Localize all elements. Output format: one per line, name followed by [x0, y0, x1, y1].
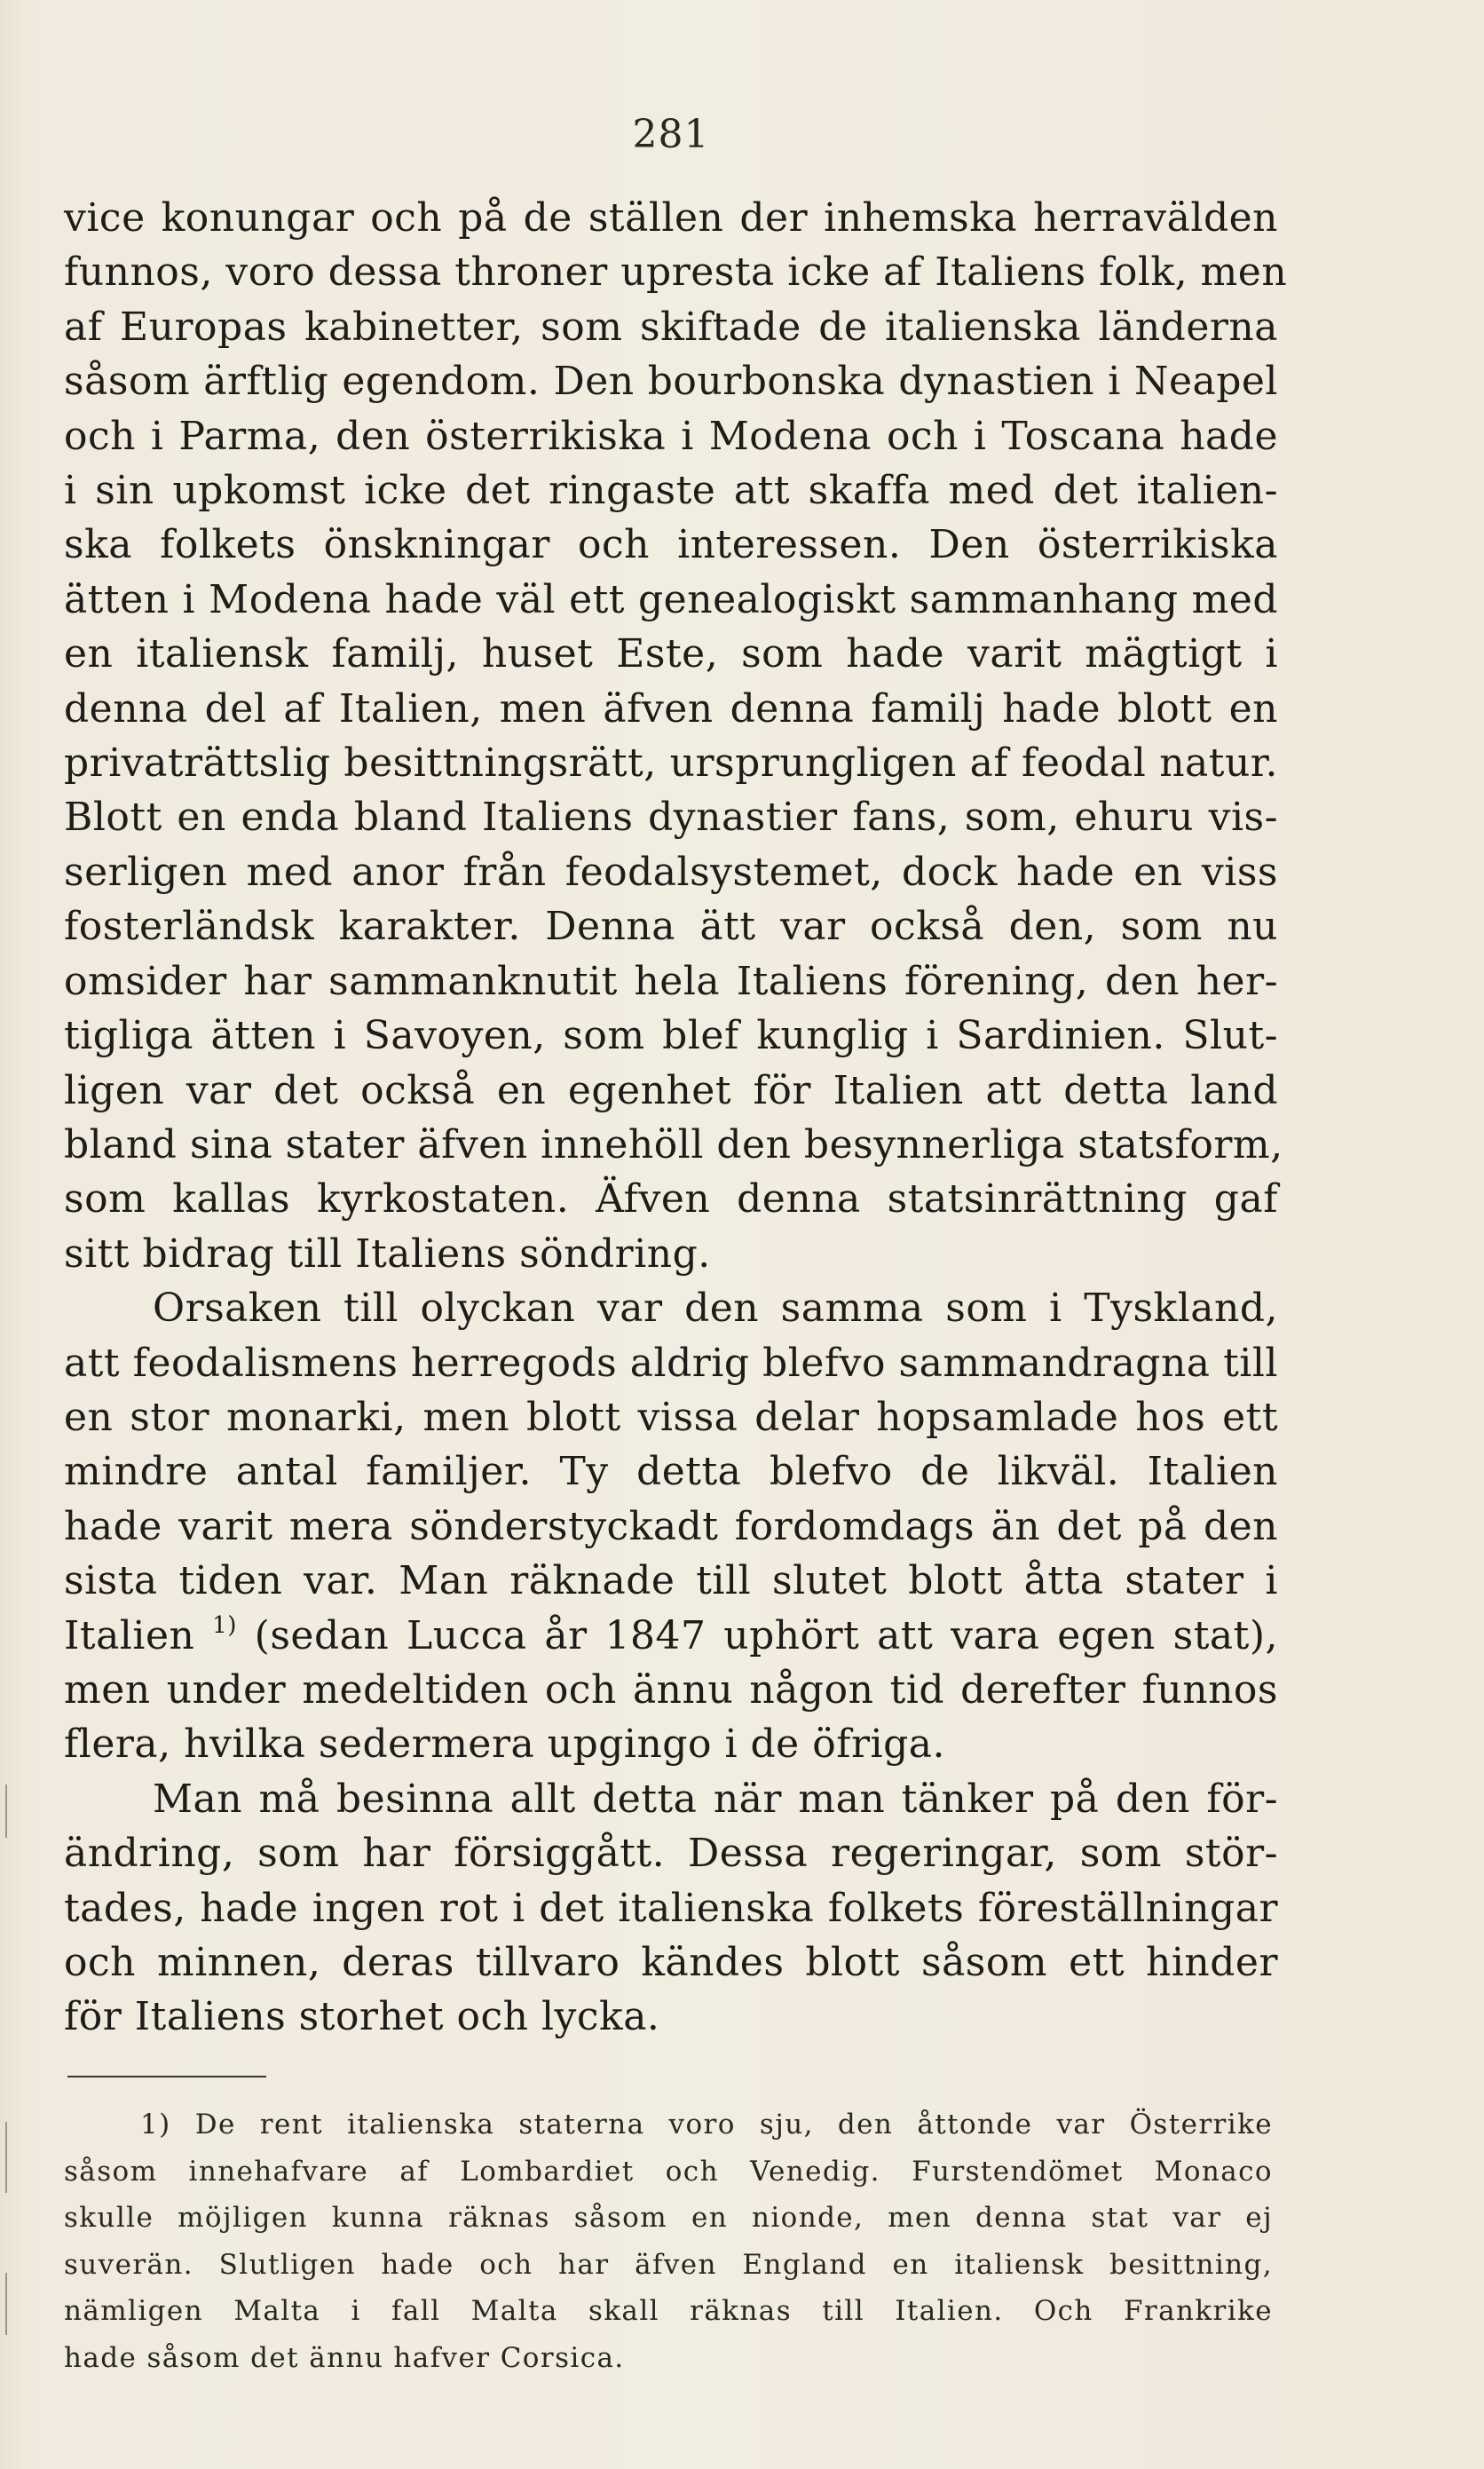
text-fragment: Italien	[64, 1612, 195, 1658]
text-fragment: (sedan Lucca år 1847 uphört att vara egen stat),	[254, 1612, 1278, 1658]
text-line: ligen var det också en egenhet för Italien att detta land	[64, 1067, 1278, 1113]
text-line: omsider har sammanknutit hela Italiens förening, den her-	[64, 958, 1278, 1004]
text-line: funnos, voro dessa throner upresta icke af Italiens folk, men	[64, 249, 1288, 296]
footnote-reference: 1)	[212, 1611, 237, 1639]
text-line: privaträttslig besittningsrätt, ursprungligen af feodal natur.	[64, 740, 1278, 787]
text-line: Man må besinna allt detta när man tänker på den för-	[153, 1776, 1278, 1822]
footnote-divider	[67, 2076, 266, 2077]
text-line: flera, hvilka sedermera upgingo i de öfriga.	[64, 1721, 945, 1768]
text-line: i sin upkomst icke det ringaste att skaffa med det italien-	[64, 468, 1278, 514]
page-number: 281	[632, 112, 710, 157]
footnote-line: 1) De rent italienska staterna voro sju, den åttonde var Österrike	[140, 2109, 1273, 2141]
footnote-line: skulle möjligen kunna räknas såsom en nionde, men denna stat var ej	[64, 2202, 1273, 2234]
text-line: Orsaken till olyckan var den samma som i Tyskland,	[153, 1286, 1278, 1332]
footnote-line: nämligen Malta i fall Malta skall räknas till Italien. Och Frankrike	[64, 2295, 1273, 2327]
text-line: tades, hade ingen rot i det italienska folkets föreställningar	[64, 1885, 1278, 1931]
text-line: och i Parma, den österrikiska i Modena och i Toscana hade	[64, 413, 1278, 459]
text-line: ändring, som har försiggått. Dessa regeringar, som stör-	[64, 1831, 1278, 1877]
scan-edge-mark	[5, 2273, 7, 2335]
text-line: sista tiden var. Man räknade till slutet blott åtta stater i	[64, 1558, 1278, 1604]
text-line: en stor monarki, men blott vissa delar hopsamlade hos ett	[64, 1394, 1278, 1440]
text-line: tigliga ätten i Savoyen, som blef kunglig i Sardinien. Slut-	[64, 1013, 1278, 1059]
text-line: serligen med anor från feodalsystemet, dock hade en viss	[64, 849, 1278, 895]
text-line: att feodalismens herregods aldrig blefvo sammandragna till	[64, 1340, 1278, 1386]
body-text	[64, 191, 1288, 2045]
text-line-with-footnote	[64, 1609, 1278, 1663]
text-line: såsom ärftlig egendom. Den bourbonska dynastien i Neapel	[64, 359, 1278, 405]
footnote-line: hade såsom det ännu hafver Corsica.	[64, 2341, 625, 2374]
text-line: Blott en enda bland Italiens dynastier fans, som, ehuru vis-	[64, 795, 1278, 841]
scan-edge-mark	[5, 2122, 7, 2193]
text-line: fosterländsk karakter. Denna ätt var också den, som nu	[64, 904, 1278, 950]
text-line: hade varit mera sönderstyckadt fordomdags än det på den	[64, 1503, 1278, 1549]
text-line: af Europas kabinetter, som skiftade de italienska länderna	[64, 304, 1278, 350]
scan-edge-mark	[5, 1784, 7, 1838]
text-line: en italiensk familj, huset Este, som hade varit mägtigt i	[64, 631, 1278, 677]
footnote-line: såsom innehafvare af Lombardiet och Venedig. Furstendömet Monaco	[64, 2155, 1273, 2188]
text-line: mindre antal familjer. Ty detta blefvo de likväl. Italien	[64, 1449, 1278, 1495]
text-line: sitt bidrag till Italiens söndring.	[64, 1231, 711, 1277]
text-line: ätten i Modena hade väl ett genealogiskt sammanhang med	[64, 576, 1278, 622]
text-line: för Italiens storhet och lycka.	[64, 1994, 660, 2040]
text-line: ska folkets önskningar och interessen. Den österrikiska	[64, 522, 1278, 568]
footnote-line: suverän. Slutligen hade och har äfven England en italiensk besittning,	[64, 2248, 1273, 2281]
footnote	[64, 2101, 1273, 2381]
text-line: denna del af Italien, men äfven denna familj hade blott en	[64, 685, 1278, 732]
text-line: som kallas kyrkostaten. Äfven denna statsinrättning gaf	[64, 1176, 1278, 1223]
text-line: och minnen, deras tillvaro kändes blott såsom ett hinder	[64, 1940, 1278, 1985]
text-line: bland sina stater äfven innehöll den besynnerliga statsform,	[64, 1121, 1283, 1167]
text-line: men under medeltiden och ännu någon tid derefter funnos	[64, 1666, 1278, 1713]
text-line: vice konungar och på de ställen der inhemska herravälden	[64, 195, 1278, 241]
